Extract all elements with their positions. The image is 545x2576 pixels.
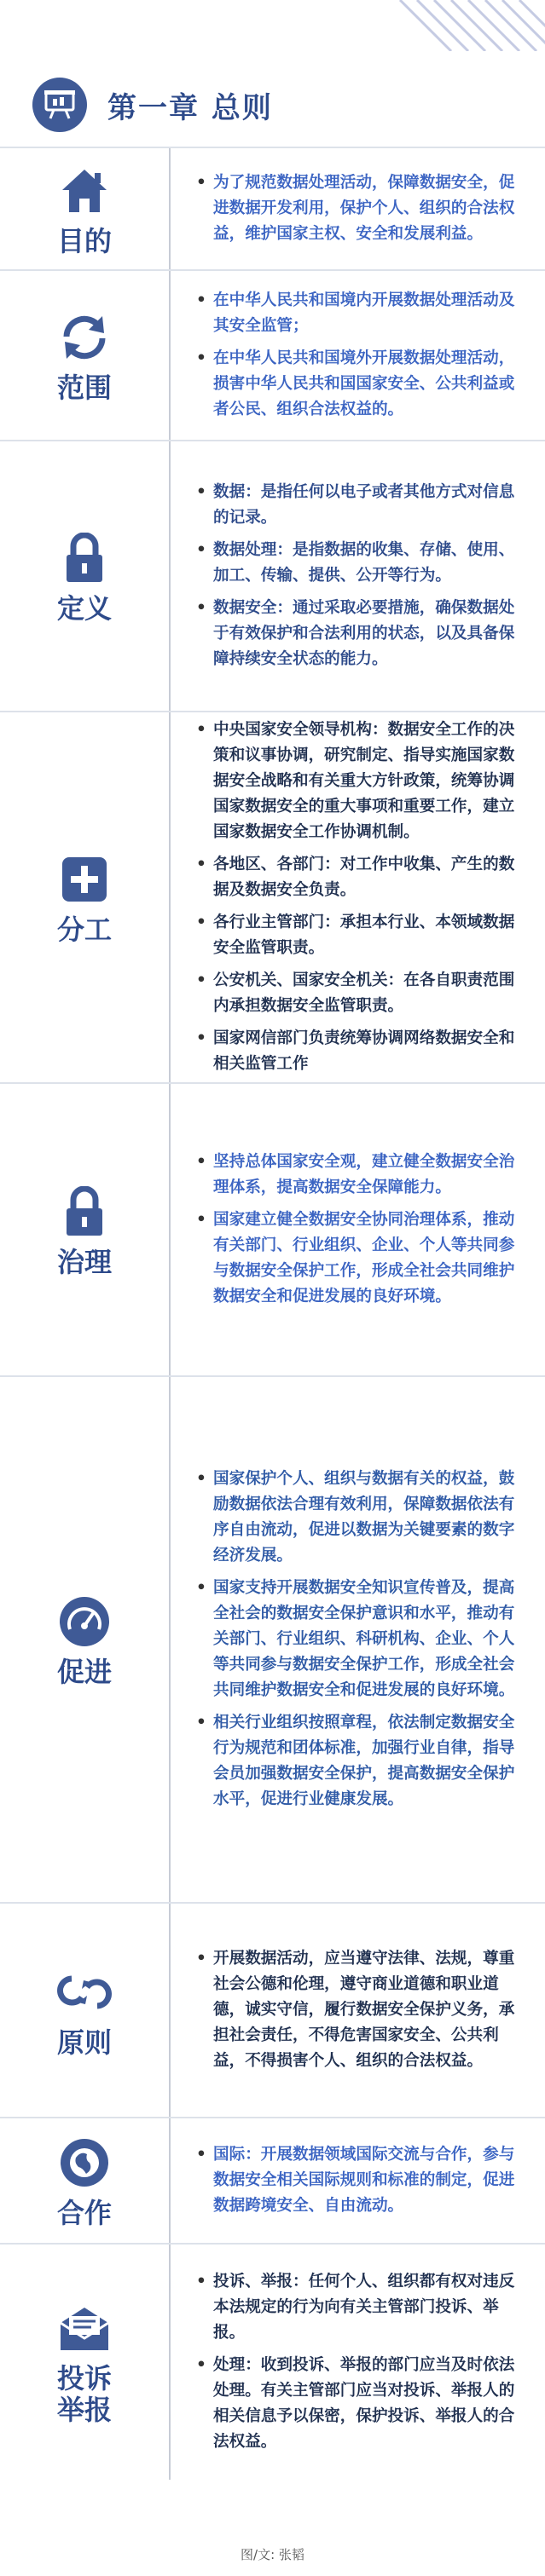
bullet-text: • 坚持总体国家安全观，建立健全数据安全治理体系，提高数据安全保障能力。 <box>193 1150 521 1201</box>
section-body <box>171 1377 545 1902</box>
section-label: 定义 <box>56 591 112 625</box>
bullet-text: • 相关行业组织按照章程，依法制定数据安全行为规范和团体标准，加强行业自律，指导会员加强数据安全保护，提高数据安全保护水平，促进行业健康发展。 <box>193 1710 521 1812</box>
globe-icon <box>55 2133 114 2193</box>
page-title: 第一章 总则 <box>107 90 273 125</box>
bullet-text: • 处理：收到投诉、举报的部门应当及时依法处理。有关主管部门应当对投诉、举报人的相关信息予以保密，保护投诉、举报人的合法权益。 <box>193 2353 521 2455</box>
infinity-link-icon <box>55 1962 114 2022</box>
bullet-text: • 国际：开展数据领域国际交流与合作，参与数据安全相关国际规则和标准的制定，促进数据跨境安全、自由流动。 <box>193 2142 521 2219</box>
chapter-header <box>32 75 273 135</box>
bullet-text: • 中央国家安全领导机构：数据安全工作的决策和议事协调，研究制定、指导实施国家数据安全战略和有关重大方针政策，统筹协调国家数据安全的重大事项和重要工作，建立国家数据安全工作协调机制。 <box>193 717 521 845</box>
envelope-icon <box>55 2298 114 2358</box>
section-purpose <box>0 147 545 271</box>
section-definition <box>0 441 545 712</box>
section-complaint <box>0 2245 545 2480</box>
section-promotion <box>0 1377 545 1904</box>
section-label: 合作 <box>56 2196 112 2229</box>
section-division <box>0 712 545 1084</box>
section-principle <box>0 1904 545 2118</box>
section-body <box>171 2118 545 2243</box>
section-body <box>171 271 545 440</box>
bullet-text: • 数据处理：是指数据的收集、存储、使用、加工、传输、提供、公开等行为。 <box>193 538 521 589</box>
section-body <box>171 2245 545 2480</box>
bullet-text: • 为了规范数据处理活动，保障数据安全，促进数据开发利用，保护个人、组织的合法权益，维护国家主权、安全和发展利益。 <box>193 170 521 247</box>
section-governance <box>0 1084 545 1377</box>
section-body <box>171 1904 545 2117</box>
gauge-icon <box>55 1592 114 1651</box>
bullet-text: • 在中华人民共和国境内开展数据处理活动及其安全监管； <box>193 288 521 339</box>
section-body <box>171 441 545 711</box>
section-label: 原则 <box>56 2026 112 2059</box>
bullet-text: • 国家保护个人、组织与数据有关的权益，鼓励数据依法合理有效利用，保障数据依法有序自由流动，促进以数据为关键要素的数字经济发展。 <box>193 1467 521 1569</box>
refresh-arrows-icon <box>55 308 114 367</box>
section-label: 目的 <box>56 224 112 257</box>
section-label: 促进 <box>56 1655 112 1688</box>
section-label: 治理 <box>56 1245 112 1278</box>
footer-credit: 图/文: 张韬 <box>241 2547 304 2562</box>
bullet-text: • 开展数据活动，应当遵守法律、法规，尊重社会公德和伦理，遵守商业道德和职业道德，诚实守信，履行数据安全保护义务，承担社会责任，不得危害国家安全、公共利益，不得损害个人、组织的合法权益。 <box>193 1946 521 2074</box>
bullet-text: • 国家网信部门负责统筹协调网络数据安全和相关监管工作 <box>193 1026 521 1077</box>
section-label: 范围 <box>56 371 112 404</box>
section-body <box>171 712 545 1082</box>
section-body <box>171 148 545 269</box>
sections-list <box>0 147 545 2480</box>
projector-screen-icon <box>32 78 87 132</box>
bullet-text: • 公安机关、国家安全机关：在各自职责范围内承担数据安全监管职责。 <box>193 968 521 1019</box>
bullet-text: • 各行业主管部门：承担本行业、本领域数据安全监管职责。 <box>193 910 521 961</box>
section-label: 分工 <box>56 913 112 946</box>
bullet-text: • 国家支持开展数据安全知识宣传普及，提高全社会的数据安全保护意识和水平，推动有关部门、行业组织、科研机构、企业、个人等共同参与数据安全保护工作，形成全社会共同维护数据安全和促进发展的良好环境。 <box>193 1576 521 1703</box>
house-icon <box>55 161 114 221</box>
section-cooperation <box>0 2118 545 2245</box>
bullet-text: • 数据：是指任何以电子或者其他方式对信息的记录。 <box>193 480 521 531</box>
lock-icon <box>55 528 114 588</box>
lock-icon <box>55 1182 114 1242</box>
bullet-text: • 国家建立健全数据安全协同治理体系，推动有关部门、行业组织、企业、个人等共同参与数据安全保护工作，形成全社会共同维护数据安全和促进发展的良好环境。 <box>193 1207 521 1310</box>
section-scope <box>0 271 545 441</box>
decorative-stripes <box>366 0 545 51</box>
section-label: 投诉 举报 <box>56 2362 112 2426</box>
plus-square-icon <box>55 850 114 909</box>
bullet-text: • 在中华人民共和国境外开展数据处理活动，损害中华人民共和国国家安全、公共利益或者公民、组织合法权益的。 <box>193 346 521 423</box>
section-body <box>171 1084 545 1375</box>
bullet-text: • 投诉、举报：任何个人、组织都有权对违反本法规定的行为向有关主管部门投诉、举报。 <box>193 2269 521 2346</box>
bullet-text: • 数据安全：通过采取必要措施，确保数据处于有效保护和合法利用的状态，以及具备保障持续安全状态的能力。 <box>193 596 521 672</box>
bullet-text: • 各地区、各部门：对工作中收集、产生的数据及数据安全负责。 <box>193 852 521 903</box>
